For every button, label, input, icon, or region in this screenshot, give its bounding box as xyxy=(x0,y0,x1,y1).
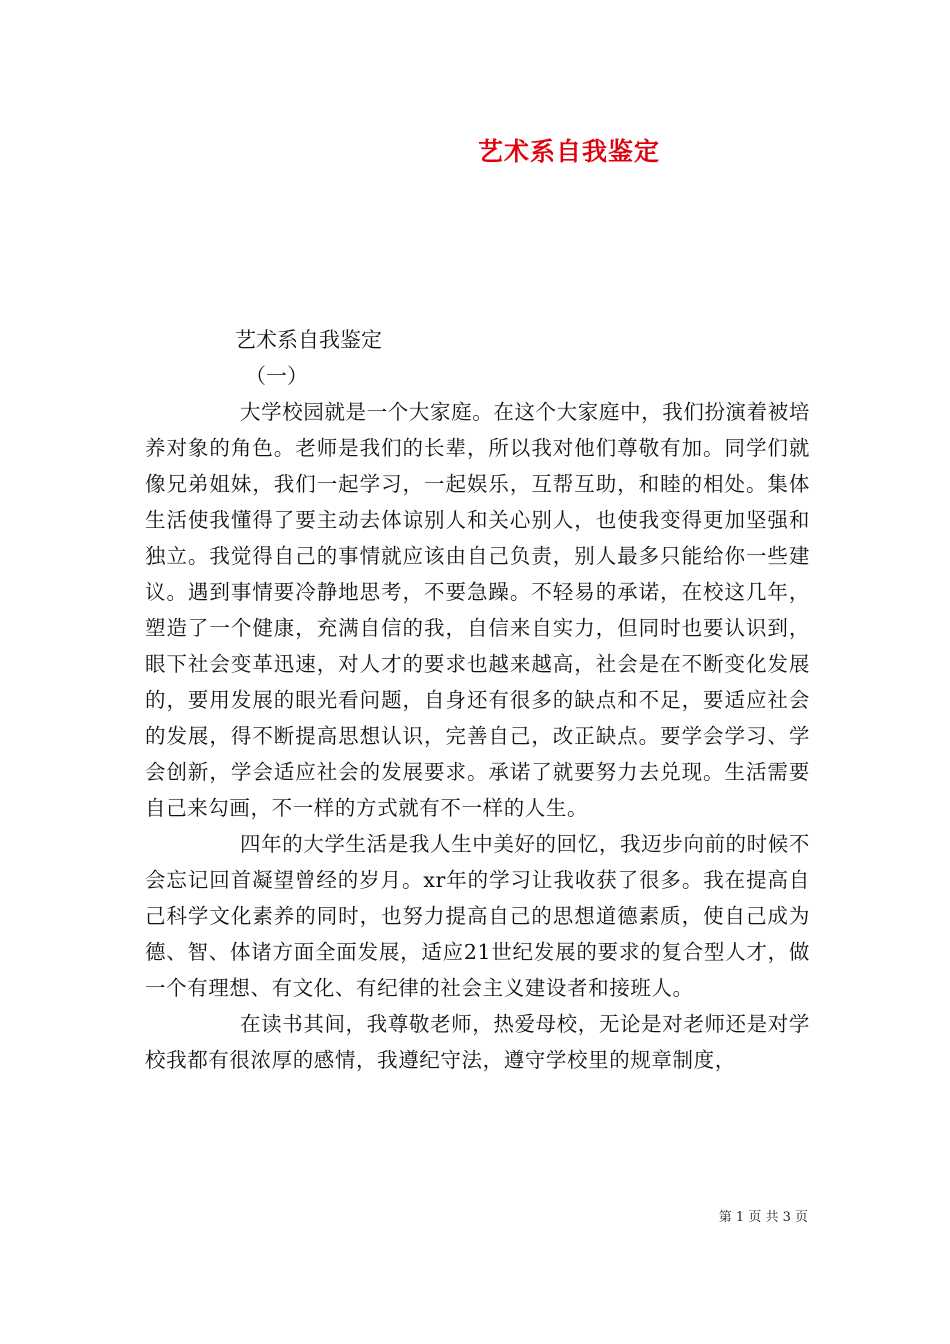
paragraph-3: 在读书其间，我尊敬老师，热爱母校，无论是对老师还是对学校我都有很浓厚的感情，我遵纪守法，遵守学校里的规章制度， xyxy=(145,1012,810,1072)
page-footer: 第 1 页 共 3 页 xyxy=(718,1210,808,1225)
document-subtitle: 艺术系自我鉴定 xyxy=(235,328,382,352)
paragraph-1: 大学校园就是一个大家庭。在这个大家庭中，我们扮演着被培养对象的角色。老师是我们的长辈，所以我对他们尊敬有加。同学们就像兄弟姐妹，我们一起学习，一起娱乐，互帮互助，和睦的相处。集体生活使我懂得了要主动去体谅别人和关心别人，也使我变得更加坚强和独立。我觉得自己的事情就应该由自己负责，别人最多只能给你一些建议。遇到事情要冷静地思考，不要急躁。不轻易的承诺，在校这几年，塑造了一个健康，充满自信的我，自信来自实力，但同时也要认识到，眼下社会变革迅速，对人才的要求也越来越高，社会是在不断变化发展的，要用发展的眼光看问题，自身还有很多的缺点和不足，要适应社会的发展，得不断提高思想认识，完善自己，改正缺点。要学会学习、学会创新，学会适应社会的发展要求。承诺了就要努力去兑现。生活需要自己来勾画，不一样的方式就有不一样的人生。 xyxy=(145,400,810,820)
document-title: 艺术系自我鉴定 xyxy=(477,137,660,166)
section-number: （一） xyxy=(245,364,308,388)
paragraph-2: 四年的大学生活是我人生中美好的回忆，我迈步向前的时候不会忘记回首凝望曾经的岁月。xr年的学习让我收获了很多。我在提高自己科学文化素养的同时，也努力提高自己的思想道德素质，使自己成为德、智、体诸方面全面发展，适应21世纪发展的要求的复合型人才，做一个有理想、有文化、有纪律的社会主义建设者和接班人。 xyxy=(145,832,810,1000)
document-body xyxy=(145,322,810,1078)
